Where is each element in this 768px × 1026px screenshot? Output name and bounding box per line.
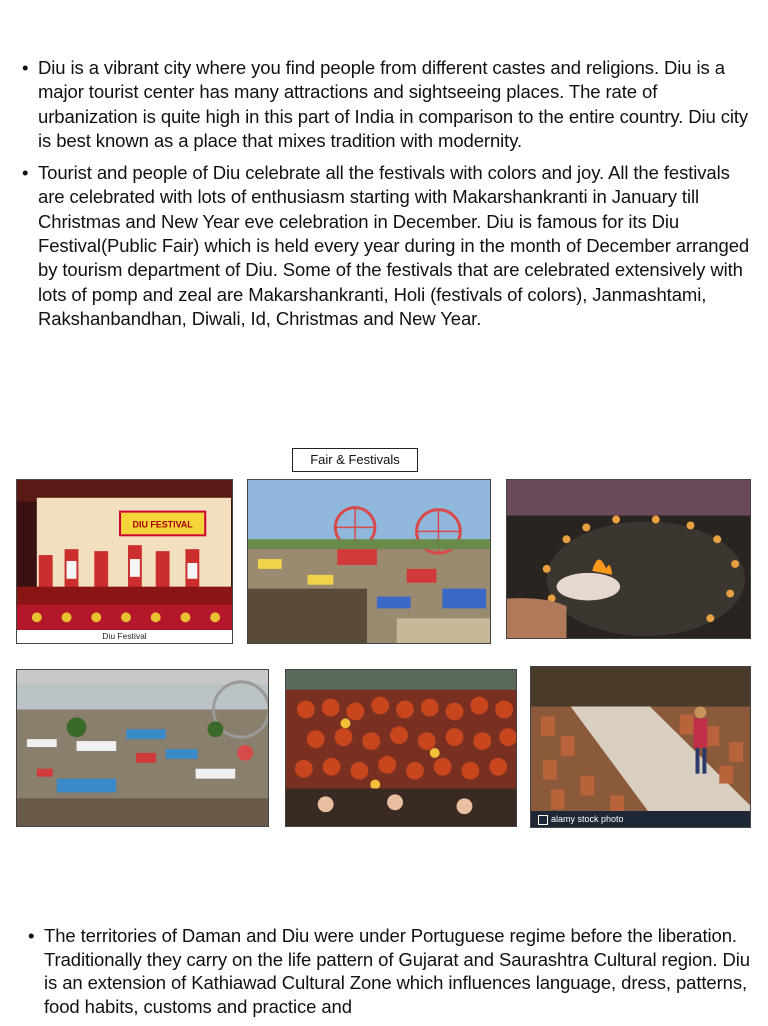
outro-bullet-list [28, 924, 758, 1026]
photo-fair-aerial-view [16, 669, 269, 827]
photo-pottery-path [530, 666, 751, 828]
photo-caption-diu-festival: Diu Festival [17, 630, 232, 643]
bullet-dot: • [28, 925, 35, 946]
photo-diya-ritual [506, 479, 751, 639]
outro-bullet-1 [28, 924, 758, 1018]
bullet-dot: • [22, 162, 29, 184]
intro-bullet-text: Tourist and people of Diu celebrate all the festivals with colors and joy. All the festivals are celebrated with lots of enthusiasm starting with Makarshankranti in January till Christmas and New Year eve celebration in December. Diu is famous for its Diu Festival(Public Fair) which is held every year during in the month of December arranged by tourism department of Diu. Some of the festivals that are celebrated extensively with lots of pomp and zeal are Makarshankranti, Holi (festivals of colors), Janmashtami, Rakshanbandhan, Diwali, Id, Christmas and New Year. [38, 162, 750, 329]
stage-banner-text: DIU FESTIVAL [132, 519, 193, 530]
alamy-watermark: alamy stock photo [531, 811, 750, 827]
intro-bullet-2 [22, 161, 752, 331]
photo-diu-festival-stage [16, 479, 233, 644]
intro-bullet-list [22, 56, 752, 339]
bullet-dot: • [22, 57, 29, 78]
photo-fair-ferris-wheels [247, 479, 491, 644]
intro-bullet-1 [22, 56, 752, 153]
outro-bullet-text: The territories of Daman and Diu were under Portuguese regime before the liberation. Traditionally they carry on the life pattern of Gujarat and Saurashtra Cultural region. Diu is an extension of Kathiawad Cultural Zone which influences language, dress, patterns, food habits, customs and practice and [44, 925, 750, 1017]
photo-crowd-with-pots [285, 669, 517, 827]
intro-bullet-text: Diu is a vibrant city where you find people from different castes and religions. Diu is a major tourist center has many attractions and sightseeing places. The rate of urbanization is quite high in this part of India in comparison to the entire country. Diu city is best known as a place that mixes tradition with modernity. [38, 57, 749, 151]
gallery-caption: Fair & Festivals [292, 448, 418, 472]
